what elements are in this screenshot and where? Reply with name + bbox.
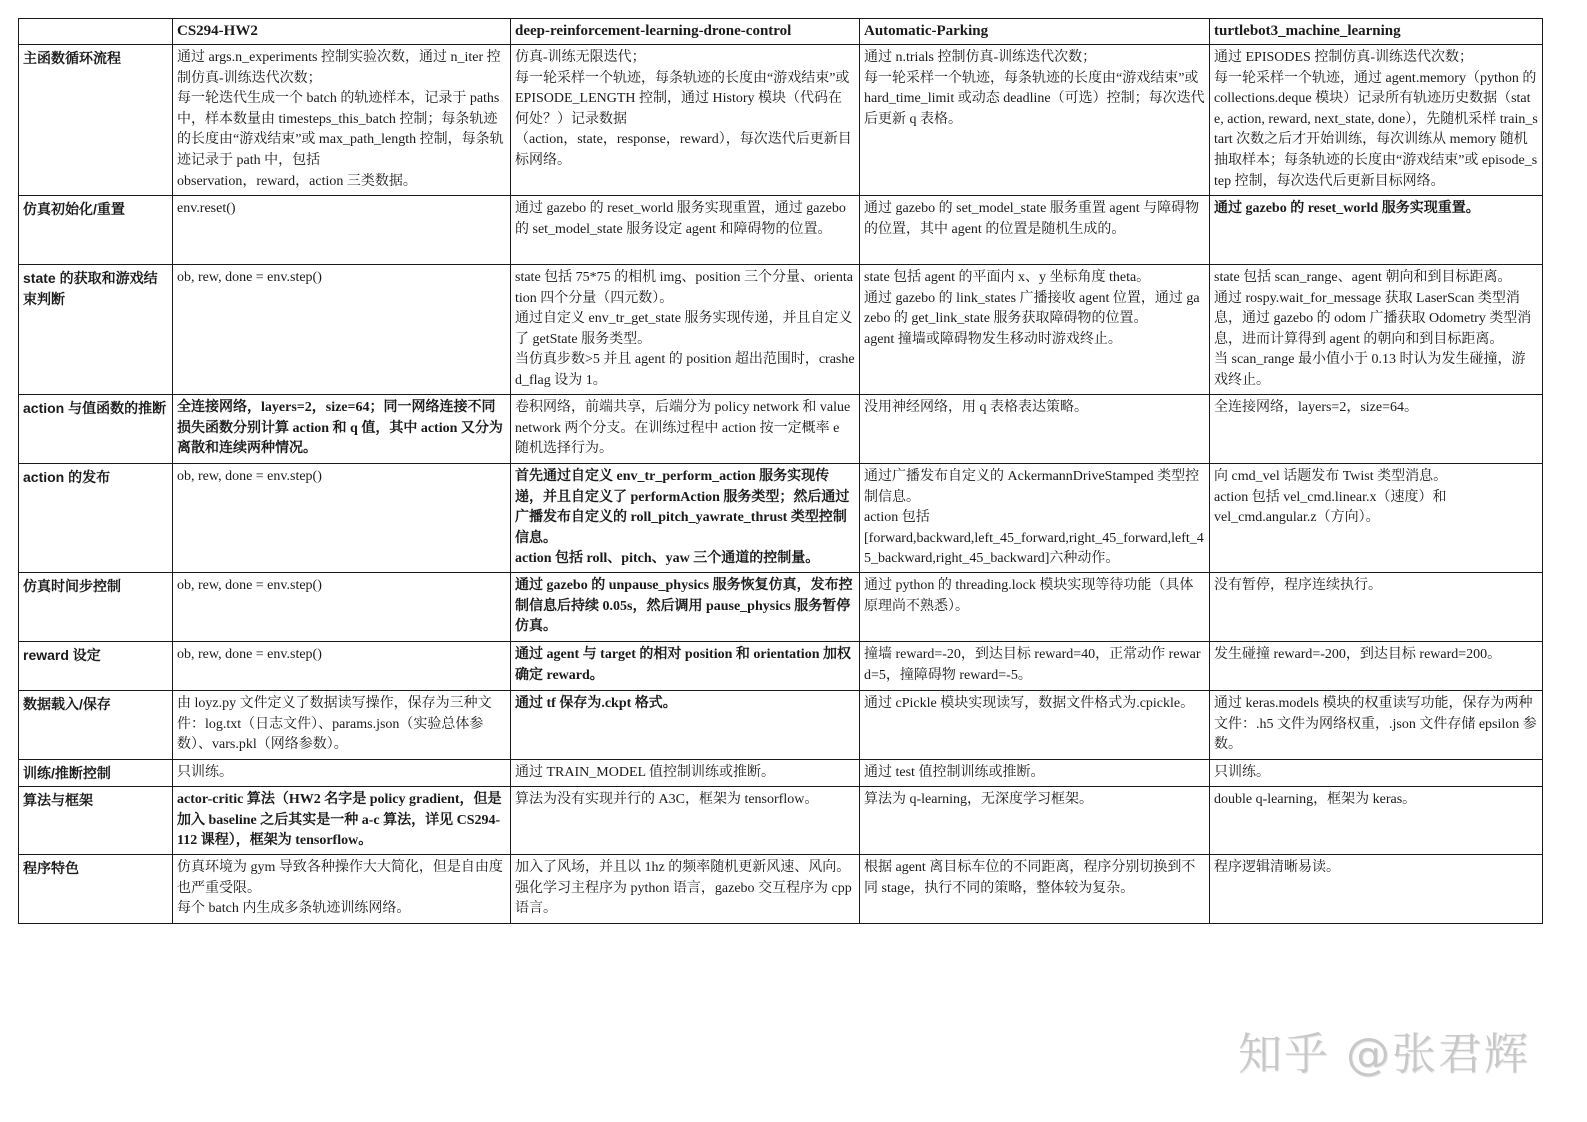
cell-automatic-parking (860, 45, 1210, 196)
cell-drone-control (511, 573, 860, 642)
cell-text-line: 根据 agent 离目标车位的不同距离，程序分别切换到不同 stage，执行不同的策略，整体较为复杂。 (864, 860, 1196, 896)
cell-turtlebot3 (1210, 787, 1543, 855)
cell-turtlebot3 (1210, 691, 1543, 760)
row-label: 主函数循环流程 (19, 45, 173, 196)
cell-turtlebot3 (1210, 642, 1543, 691)
cell-text-line: ob, rew, done = env.step() (177, 647, 322, 662)
cell-text-line: 仿真环境为 gym 导致各种操作大大简化，但是自由度也严重受限。 (177, 860, 503, 896)
table-row (19, 395, 1543, 464)
cell-text-line: 每一轮迭代生成一个 batch 的轨迹样本，记录于 paths 中，样本数量由 timesteps_this_batch 控制；每条轨迹的长度由“游戏结束”或 max_path_length 控制，每条轨迹记录于 path 中，包括 (177, 91, 504, 168)
cell-text-line: state 包括 75*75 的相机 img、position 三个分量、orientation 四个分量（四元数）。 (515, 270, 853, 306)
cell-text-line: 发生碰撞 reward=-200，到达目标 reward=200。 (1214, 647, 1502, 662)
cell-text-line: 通过 TRAIN_MODEL 值控制训练或推断。 (515, 765, 776, 780)
cell-text-line: agent 撞墙或障碍物发生移动时游戏终止。 (864, 331, 1122, 347)
cell-text-line: [forward,backward,left_45_forward,right_45_forward,left_45_backward,right_45_backward]六种动作。 (864, 530, 1204, 567)
header-turtlebot3: turtlebot3_machine_learning (1210, 19, 1543, 45)
cell-text-line: 通过 gazebo 的 reset_world 服务实现重置。 (1214, 201, 1480, 216)
cell-text-line: 通过 rospy.wait_for_message 获取 LaserScan 类型消息，通过 gazebo 的 odom 广播获取 Odometry 类型消息，进而计算得到 agent 的朝向和到目标距离。 (1214, 290, 1532, 347)
cell-cs294-hw2 (173, 265, 511, 395)
cell-text-line: 每一轮采样一个轨迹，每条轨迹的长度由“游戏结束”或 hard_time_limit 或动态 deadline（可选）控制；每次迭代后更新 q 表格。 (864, 70, 1205, 127)
cell-text-line: 全连接网络，layers=2，size=64；同一网络连接不同损失函数分别计算 action 和 q 值，其中 action 又分为离散和连续两种情况。 (177, 400, 503, 457)
cell-turtlebot3 (1210, 464, 1543, 573)
cell-text-line: env.reset() (177, 201, 236, 216)
cell-text-line: 通过 test 值控制训练或推断。 (864, 765, 1045, 780)
header-cs294-hw2: CS294-HW2 (173, 19, 511, 45)
table-row (19, 196, 1543, 265)
row-label: 训练/推断控制 (19, 760, 173, 787)
cell-turtlebot3 (1210, 573, 1543, 642)
cell-text-line: 没用神经网络，用 q 表格表达策略。 (864, 400, 1088, 415)
table-body (19, 45, 1543, 924)
cell-cs294-hw2 (173, 642, 511, 691)
cell-drone-control (511, 642, 860, 691)
cell-text-line: 通过 gazebo 的 set_model_state 服务重置 agent 与障碍物的位置，其中 agent 的位置是随机生成的。 (864, 201, 1200, 237)
cell-text-line: 算法为 q-learning，无深度学习框架。 (864, 792, 1094, 807)
cell-text-line: observation，reward，action 三类数据。 (177, 173, 417, 189)
cell-text-line: ob, rew, done = env.step() (177, 469, 322, 484)
row-label: state 的获取和游戏结束判断 (19, 265, 173, 395)
cell-text-line: 只训练。 (177, 765, 233, 780)
cell-text-line: （action，state，response，reward），每次迭代后更新目标网络。 (515, 132, 852, 168)
cell-cs294-hw2 (173, 787, 511, 855)
cell-text-line: 强化学习主程序为 python 语言，gazebo 交互程序为 cpp 语言。 (515, 880, 856, 917)
cell-text-line: 通过 gazebo 的 unpause_physics 服务恢复仿真，发布控制信息后持续 0.05s，然后调用 pause_physics 服务暂停仿真。 (515, 578, 853, 635)
table-row (19, 787, 1543, 855)
table-row (19, 265, 1543, 395)
cell-automatic-parking (860, 691, 1210, 760)
cell-turtlebot3 (1210, 855, 1543, 924)
table-row (19, 642, 1543, 691)
cell-cs294-hw2 (173, 196, 511, 265)
cell-drone-control (511, 265, 860, 395)
cell-cs294-hw2 (173, 760, 511, 787)
cell-automatic-parking (860, 760, 1210, 787)
cell-text-line: vel_cmd.angular.z（方向）。 (1214, 510, 1380, 526)
table-row (19, 691, 1543, 760)
cell-text-line: 通过广播发布自定义的 AckermannDriveStamped 类型控制信息。 (864, 469, 1200, 505)
comparison-table (18, 18, 1543, 924)
row-label: 数据载入/保存 (19, 691, 173, 760)
cell-text-line: double q-learning，框架为 keras。 (1214, 792, 1417, 807)
cell-text-line: 通过 gazebo 的 reset_world 服务实现重置，通过 gazebo 的 set_model_state 服务设定 agent 和障碍物的位置。 (515, 201, 850, 237)
table-row (19, 45, 1543, 196)
cell-text-line: 通过 agent 与 target 的相对 position 和 orientation 加权确定 reward。 (515, 647, 851, 683)
cell-text-line: 通过 tf 保存为.ckpt 格式。 (515, 696, 677, 711)
cell-text-line: 撞墙 reward=-20，到达目标 reward=40，正常动作 reward=5，撞障碍物 reward=-5。 (864, 647, 1201, 683)
cell-turtlebot3 (1210, 395, 1543, 464)
header-corner (19, 19, 173, 45)
cell-automatic-parking (860, 265, 1210, 395)
cell-text-line: 每个 batch 内生成多条轨迹训练网络。 (177, 901, 411, 917)
cell-cs294-hw2 (173, 691, 511, 760)
table-row (19, 855, 1543, 924)
cell-automatic-parking (860, 787, 1210, 855)
cell-text-line: actor-critic 算法（HW2 名字是 policy gradient，但是加入 baseline 之后其实是一种 a-c 算法，详见 CS294-112 课程），框架为 tensorflow。 (177, 792, 502, 849)
cell-automatic-parking (860, 855, 1210, 924)
cell-drone-control (511, 196, 860, 265)
cell-text-line: 加入了风场，并且以 1hz 的频率随机更新风速、风向。 (515, 860, 851, 875)
cell-turtlebot3 (1210, 45, 1543, 196)
cell-automatic-parking (860, 196, 1210, 265)
cell-text-line: 全连接网络，layers=2，size=64。 (1214, 400, 1418, 415)
cell-cs294-hw2 (173, 45, 511, 196)
header-drone-control: deep-reinforcement-learning-drone-control (511, 19, 860, 45)
cell-text-line: 通过自定义 env_tr_get_state 服务实现传递，并且自定义了 getState 服务类型。 (515, 311, 853, 347)
cell-text-line: 通过 keras.models 模块的权重读写功能，保存为两种文件：.h5 文件为网络权重，.json 文件存储 epsilon 参数。 (1214, 696, 1537, 753)
row-label: 仿真初始化/重置 (19, 196, 173, 265)
cell-text-line: 通过 args.n_experiments 控制实验次数，通过 n_iter 控制仿真-训练迭代次数； (177, 50, 501, 86)
cell-text-line: 向 cmd_vel 话题发布 Twist 类型消息。 (1214, 469, 1448, 484)
table-row (19, 573, 1543, 642)
row-label: action 与值函数的推断 (19, 395, 173, 464)
cell-text-line: 通过 cPickle 模块实现读写，数据文件格式为.cpickle。 (864, 696, 1195, 711)
cell-drone-control (511, 787, 860, 855)
cell-text-line: 通过 python 的 threading.lock 模块实现等待功能（具体原理尚不熟悉）。 (864, 578, 1194, 614)
cell-text-line: 程序逻辑清晰易读。 (1214, 860, 1340, 875)
cell-text-line: ob, rew, done = env.step() (177, 578, 322, 593)
cell-text-line: 只训练。 (1214, 765, 1270, 780)
cell-text-line: 每一轮采样一个轨迹，每条轨迹的长度由“游戏结束”或 EPISODE_LENGTH 控制，通过 History 模块（代码在何处？）记录数据 (515, 70, 853, 127)
cell-text-line: action 包括 (864, 510, 930, 526)
cell-automatic-parking (860, 573, 1210, 642)
watermark: 知乎 @张君辉 (1238, 1029, 1530, 1080)
cell-drone-control (511, 691, 860, 760)
cell-text-line: ob, rew, done = env.step() (177, 270, 322, 285)
cell-automatic-parking (860, 464, 1210, 573)
header-automatic-parking: Automatic-Parking (860, 19, 1210, 45)
cell-text-line: state 包括 scan_range、agent 朝向和到目标距离。 (1214, 270, 1512, 285)
cell-cs294-hw2 (173, 464, 511, 573)
row-label: 仿真时间步控制 (19, 573, 173, 642)
cell-text-line: 由 loyz.py 文件定义了数据读写操作，保存为三种文件：log.txt（日志文件）、params.json（实验总体参数）、vars.pkl（网络参数）。 (177, 696, 492, 753)
table-row (19, 464, 1543, 573)
cell-text-line: 算法为没有实现并行的 A3C，框架为 tensorflow。 (515, 792, 819, 807)
table-row (19, 760, 1543, 787)
cell-text-line: 通过 gazebo 的 link_states 广播接收 agent 位置，通过 gazebo 的 get_link_state 服务获取障碍物的位置。 (864, 290, 1200, 327)
row-label: reward 设定 (19, 642, 173, 691)
row-label: 程序特色 (19, 855, 173, 924)
cell-turtlebot3 (1210, 265, 1543, 395)
cell-drone-control (511, 855, 860, 924)
cell-drone-control (511, 45, 860, 196)
cell-cs294-hw2 (173, 573, 511, 642)
cell-text-line: 仿真-训练无限迭代； (515, 50, 646, 65)
cell-text-line: 当 scan_range 最小值小于 0.13 时认为发生碰撞，游戏终止。 (1214, 352, 1526, 388)
header-row (19, 19, 1543, 45)
cell-text-line: 每一轮采样一个轨迹，通过 agent.memory（python 的 collections.deque 模块）记录所有轨迹历史数据（state, action, reward, next_state, done），先随机采样 train_start 次数之后才开始训练，每次训练从 memory 随机抽取样本；每条轨迹的长度由“游戏结束”或 episode_step 控制，每次迭代后更新目标网络。 (1214, 70, 1540, 189)
cell-drone-control (511, 464, 860, 573)
cell-text-line: 卷积网络，前端共享，后端分为 policy network 和 value network 两个分支。在训练过程中 action 按一定概率 e 随机选择行为。 (515, 400, 854, 457)
cell-text-line: 首先通过自定义 env_tr_perform_action 服务实现传递，并且自定义了 performAction 服务类型；然后通过广播发布自定义的 roll_pitch_yawrate_thrust 类型控制信息。 (515, 469, 850, 546)
cell-turtlebot3 (1210, 196, 1543, 265)
cell-text-line: 通过 EPISODES 控制仿真-训练迭代次数； (1214, 50, 1474, 65)
cell-turtlebot3 (1210, 760, 1543, 787)
cell-text-line: 当仿真步数>5 并且 agent 的 position 超出范围时，crashed_flag 设为 1。 (515, 352, 855, 388)
cell-automatic-parking (860, 395, 1210, 464)
row-label: action 的发布 (19, 464, 173, 573)
cell-text-line: action 包括 vel_cmd.linear.x（速度）和 (1214, 489, 1447, 505)
cell-cs294-hw2 (173, 855, 511, 924)
cell-text-line: state 包括 agent 的平面内 x、y 坐标角度 theta。 (864, 270, 1151, 285)
cell-drone-control (511, 760, 860, 787)
cell-automatic-parking (860, 642, 1210, 691)
cell-text-line: 通过 n.trials 控制仿真-训练迭代次数； (864, 50, 1097, 65)
cell-text-line: action 包括 roll、pitch、yaw 三个通道的控制量。 (515, 551, 820, 567)
cell-text-line: 没有暂停，程序连续执行。 (1214, 578, 1382, 593)
cell-cs294-hw2 (173, 395, 511, 464)
row-label: 算法与框架 (19, 787, 173, 855)
cell-drone-control (511, 395, 860, 464)
